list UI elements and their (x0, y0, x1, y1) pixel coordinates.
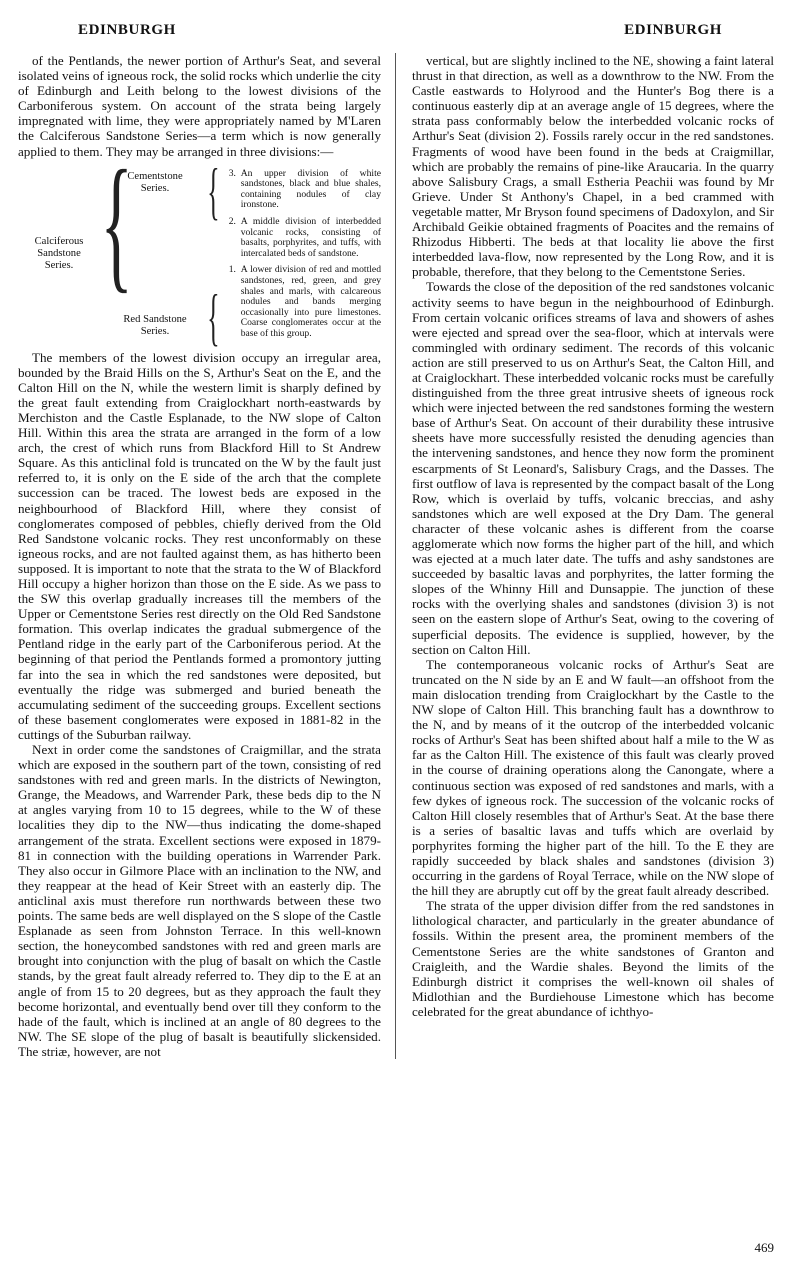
right-paragraph-1: vertical, but are slightly inclined to the NE, showing a faint lateral thrust in that direction, as well as a downthrow to the NW. From the Castle eastwards to Holyrood and the Hunter's Bog there is a continuous easterly dip at an average angle of 15 degrees, where the strata pass conformably below the interbedded volcanic rocks of Arthur's Seat (division 2). Fossils rarely occur in the red sandstones. Fragments of wood have been found in the beds at Craigmillar, which are probably the remains of pine-like Araucaria. In the quarry above Salisbury Crags, a small Estheria Peachii was found by Mr Grieve. Under St Anthony's Chapel, in a bed crammed with vegetable matter, Mr Bryson found specimens of Dadoxylon, and Sir Archibald Geikie obtained fragments of Poacites and the remains of Rhizodus Hibberti. The beds at that locality lie above the first interbedded lava-flow, now represented by the Long Row, and it is probable, therefore, that they belong to the Cementstone Series. (412, 53, 774, 280)
running-head-right: EDINBURGH (624, 22, 722, 38)
page-number: 469 (754, 1240, 774, 1255)
running-head-left: EDINBURGH (78, 22, 176, 38)
outer-brace-icon: { (100, 139, 133, 306)
right-column (396, 53, 774, 1019)
inner-brace-icons (198, 154, 229, 352)
right-paragraph-3: The contemporaneous volcanic rocks of Arthur's Seat are truncated on the N side by an E and W fault—an offshoot from the main dislocation trending from Craiglockhart by the Castle to the NW slope of Calton Hill. This branching fault has a downthrow to the N, and by means of it the outcrop of the interbedded volcanic rocks of Arthur's Seat has been shifted about half a mile to the W as far as the Calton Hill. The existence of this fault was clearly proved in the course of draining operations along the Canongate, where a continuous section was exposed of red sandstones and marls, with a few dykes of igneous rock. The succession of the volcanic rocks of Calton Hill closely resembles that of Arthur's Seat. At the base there is a series of basaltic lavas and tuffs which are overlaid by porphyrites forming the higher part of the hill. To the E they are rapidly succeeded by black shales and sandstones (division 3) occurring in the gardens of Royal Terrace, while on the NW slope of the hill they are abruptly cut off by the great fault already described. (412, 656, 774, 899)
table-entry-text: A lower division of red and mottled sandstones, red, green, and grey shales and marls, with calcareous nodules and bands merging occasionally into pure limestones. Coarse conglomerates occur at the base of this group. (240, 264, 381, 339)
table-entry-text: A middle division of interbedded volcanic rocks, consisting of basalts, porphyrites, and tuffs, with intercalated beds of sandstone. (240, 216, 381, 259)
two-column-body (18, 53, 782, 1059)
left-column (18, 53, 396, 1059)
page-headers (18, 22, 782, 39)
left-paragraph-1: of the Pentlands, the newer portion of Arthur's Seat, and several isolated veins of igneous rock, the solid rocks which underlie the city of Edinburgh and Leith belong to the lowest divisions of the Carboniferous system. On account of the strata being largely impregnated with lime, they were appropriately named by M'Laren the Calciferous Sandstone Series—a term which is now generally applied to them. They may be arranged in three divisions:— (18, 53, 381, 159)
brace-icon-upper: { (207, 154, 220, 226)
classification-table (18, 139, 381, 352)
table-group-label-cementstone: Cementstone Series. (127, 170, 183, 194)
table-entries (229, 169, 381, 340)
brace-icon-lower: { (207, 280, 220, 352)
right-paragraph-4: The strata of the upper division differ from the red sandstones in lithological character, and particularly in the greater abundance of fossils. Within the present area, the prominent members of the Cementstone Series are the white sandstones of Granton and Craigleith, and the Wardie shales. Beyond the limits of the Edinburgh district it comprises the well-known oil shales of Midlothian and the Burdiehouse Limestone which has become celebrated for the great abundance of ichthyo- (412, 898, 774, 1019)
table-group-label-red-sandstone: Red Sandstone Series. (123, 313, 187, 337)
table-entry-text: An upper division of white sandstones, black and blue shales, containing nodules of clay ironstone. (240, 167, 381, 211)
table-row (229, 265, 381, 339)
table-outer-label: Calciferous Sandstone Series. (34, 236, 84, 272)
table-entry-number: 1. (228, 264, 236, 276)
left-paragraph-3: Next in order come the sandstones of Craigmillar, and the strata which are exposed in the southern part of the town, consisting of red sandstones with red and green marls. In the districts of Newington, Grange, the Meadows, and Warrender Park, these beds dip to the N at angles varying from 10 to 15 degrees, while to the W of these localities they dip to the NW—thus indicating the dome-shaped arrangement of the strata. Excellent sections were exposed in 1879-81 in connection with the building operations in Warrender Park. They also occur in Gilmore Place with an inclination to the NW, and they reappear at the head of Keir Street with an easterly dip. The anticlinal axis must therefore run northwards between these two points. The same beds are well displayed on the S slope of the Castle Esplanade as seen from Johnston Terrace. In this well-known section, the honeycombed sandstones with red and green marls are brought into conjunction with the plug of basalt on which the Castle stands, by the great fault already referred to. They dip to the E at an angle of from 15 to 20 degrees, but as they approach the fault they become horizontal, and eventually bend over till they conform to the hade of the fault, which is inclined at an angle of 80 degrees to the NW. The SE slope of the plug of basalt is beautifully slickensided. The striæ, however, are not (18, 742, 381, 1059)
table-row (229, 217, 381, 259)
left-paragraph-2: The members of the lowest division occupy an irregular area, bounded by the Braid Hills on the S, Arthur's Seat on the E, and the Calton Hill on the N, while the western limit is sharply defined by the great fault extending from Craiglockhart north-eastwards by Merchiston and the Castle Esplanade, to the NW slope of Calton Hill. Within this area the strata are arranged in the form of a low arch, the crest of which runs from Blackford Hill to St Andrew Square. As this anticlinal fold is truncated on the W by the fault just referred to, it is only on the E side of the arch that the complete succession can be traced. The lowest beds are exposed in the neighbourhood of Blackford Hill, where they consist of conglomerates composed of pebbles, chiefly derived from the Old Red Sandstone volcanic rocks. They rest unconformably on these igneous rocks, and are not faulted against them, as has hitherto been supposed. It is important to note that the strata to the W of Blackford Hill occupy a higher horizon than those on the E side. As we pass to the SW this overlap gradually increases till the members of the Upper or Cementstone Series rest directly on the Old Red Sandstone formation. This overlap indicates the gradual submergence of the Pentland ridge in the early part of the Carboniferous period. At the beginning of that period the Pentlands formed a promontory jutting far into the sea in which the red sandstones were deposited, but eventually the ridge was submerged and buried beneath the accumulating sediment of the succeeding groups. Excellent sections of these basement conglomerates were exposed in 1881-82 in the cuttings of the Suburban railway. (18, 349, 381, 742)
right-paragraph-2: Towards the close of the deposition of the red sandstones volcanic activity seems to have begun in the neighbourhood of Edinburgh. From certain volcanic orifices streams of lava and showers of ashes were ejected and spread over the sea-floor, which at intervals were commingled with ordinary sediment. The records of this volcanic action are still preserved to us on Arthur's Seat, the Calton Hill, and at Craiglockhart. These interbedded volcanic rocks must be carefully distinguished from the three great intrusive sheets of igneous rock which were injected between the red sandstones forming the western base of Arthur's Seat. On account of their durability these intrusive sheets have more successfully resisted the denuding agencies than the intervening sandstones, and hence they now form the prominent escarpments of St Leonard's, Salisbury Crags, and the Dasses. The first outflow of lava is represented by the compact basalt of the Long Row, which is overlaid by tuffs, volcanic breccias, and ashy sandstones which are well exposed at the Dry Dam. The general character of these volcanic ashes is different from the coarse agglomerate which now forms the higher part of the hill, and which was ejected at a much later date. The tuffs and ashy sandstones are succeeded by basaltic lavas and porphyrites, the latter forming the slopes of the Whinny Hill and Dunsappie. The junction of these rocks with the overlying shales and sandstones (division 3) is not seen on the eastern slope of Arthur's Seat, owing to the covering of superficial deposits. The evidence is supplied, however, by the section on Calton Hill. (412, 279, 774, 657)
table-entry-number: 3. (228, 167, 236, 179)
table-row (229, 169, 381, 211)
table-entry-number: 2. (228, 216, 236, 228)
